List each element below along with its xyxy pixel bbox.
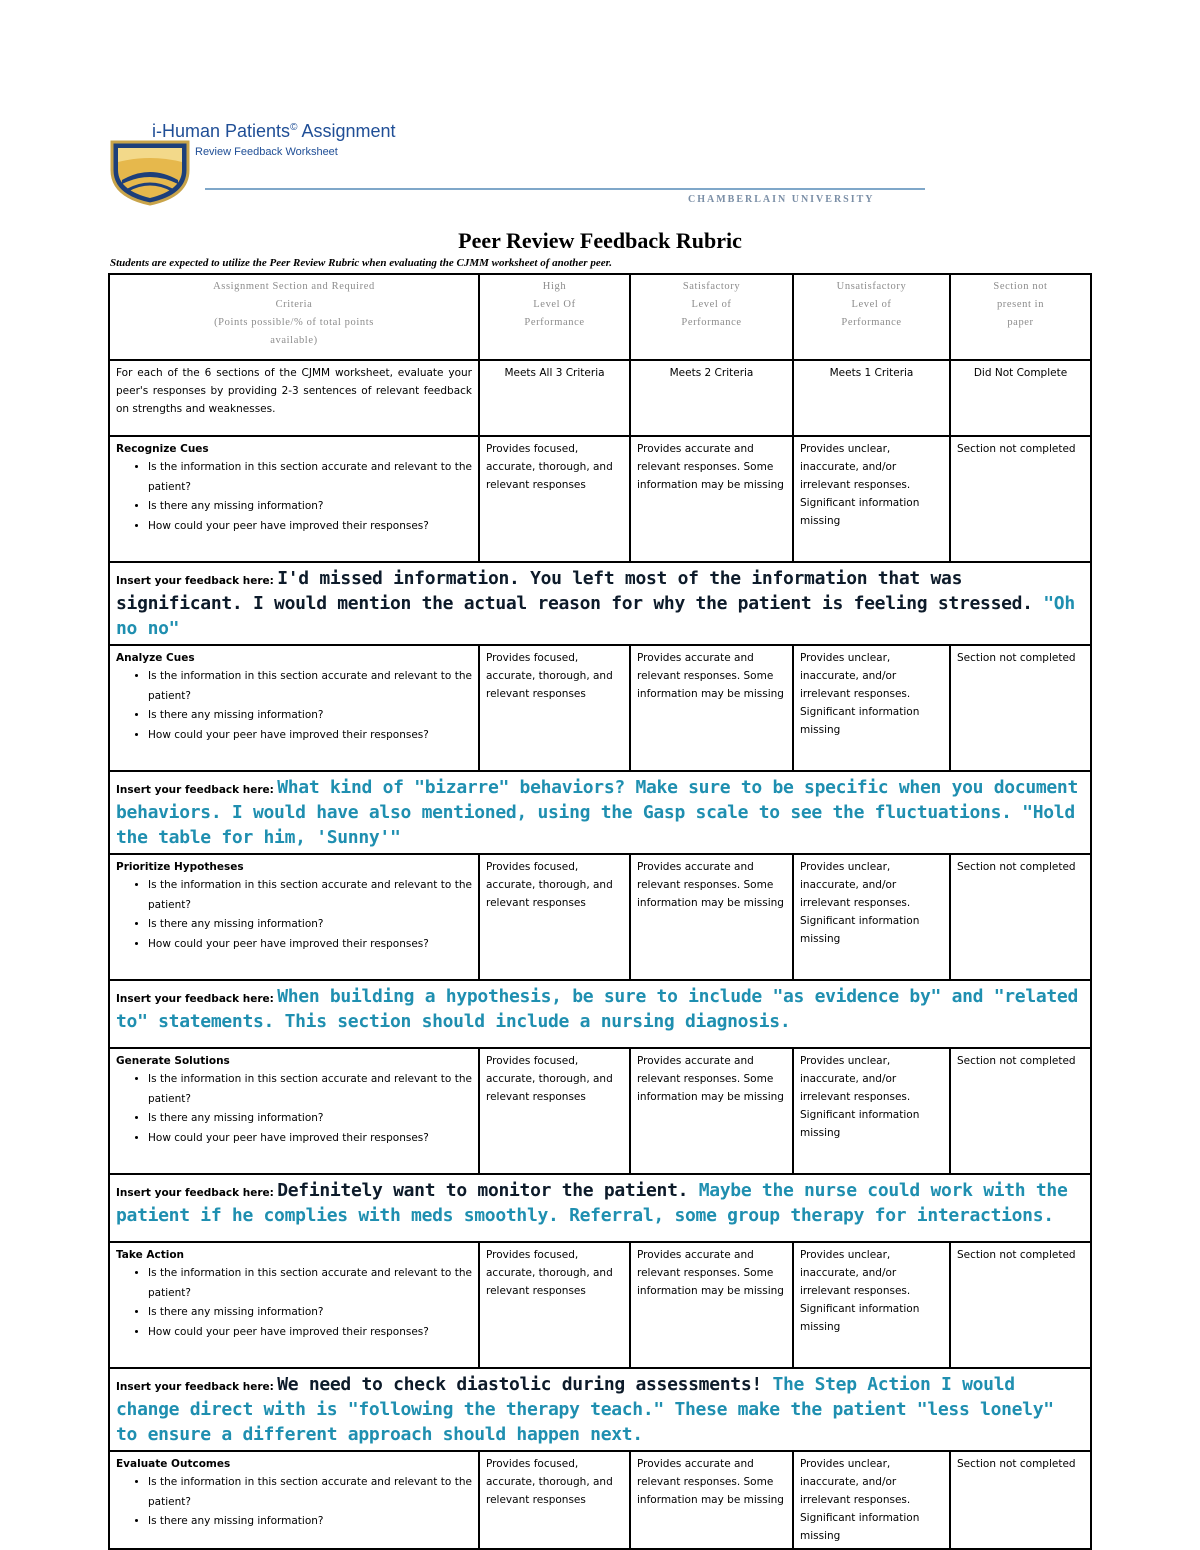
feedback-row xyxy=(109,771,1091,854)
feedback-cell[interactable] xyxy=(109,771,1091,854)
descriptor-high: Provides focused, accurate, thorough, and relevant responses xyxy=(479,436,630,562)
instruction-cell: For each of the 6 sections of the CJMM worksheet, evaluate your peer's responses by providing 2-3 sentences of relevant feedback on strengths and weaknesses. xyxy=(109,360,479,436)
descriptor-not-present: Section not completed xyxy=(950,436,1091,562)
descriptor-unsatisfactory: Provides unclear, inaccurate, and/or irrelevant responses. Significant information missing xyxy=(793,1242,950,1368)
section-cell xyxy=(109,1451,479,1549)
section-questions xyxy=(116,876,472,954)
descriptor-satisfactory: Provides accurate and relevant responses. Some information may be missing xyxy=(630,1048,793,1174)
descriptor-unsatisfactory: Provides unclear, inaccurate, and/or irrelevant responses. Significant information missing xyxy=(793,854,950,980)
section-questions xyxy=(116,1070,472,1148)
section-questions xyxy=(116,667,472,745)
table-header-row xyxy=(109,274,1091,360)
criteria-high: Meets All 3 Criteria xyxy=(479,360,630,436)
descriptor-high: Provides focused, accurate, thorough, and relevant responses xyxy=(479,645,630,771)
criteria-unsatisfactory: Meets 1 Criteria xyxy=(793,360,950,436)
section-title: Evaluate Outcomes xyxy=(116,1458,231,1470)
section-question: • How could your peer have improved their responses? xyxy=(148,935,472,955)
descriptor-satisfactory: Provides accurate and relevant responses. Some information may be missing xyxy=(630,436,793,562)
section-title: Analyze Cues xyxy=(116,652,195,664)
section-question: • Is there any missing information? xyxy=(148,706,472,726)
descriptor-satisfactory: Provides accurate and relevant responses. Some information may be missing xyxy=(630,645,793,771)
section-question: • Is there any missing information? xyxy=(148,1512,472,1532)
feedback-text-dark: I'd missed information. You left most of the information that was significant. I would mention the actual reason for why the patient is feeling stressed. xyxy=(116,568,1033,614)
descriptor-satisfactory: Provides accurate and relevant responses. Some information may be missing xyxy=(630,1451,793,1549)
section-title: Take Action xyxy=(116,1249,185,1261)
header-divider xyxy=(205,188,925,190)
section-title: Recognize Cues xyxy=(116,443,209,455)
feedback-row xyxy=(109,1368,1091,1451)
feedback-label: Insert your feedback here: xyxy=(116,784,274,796)
descriptor-unsatisfactory: Provides unclear, inaccurate, and/or irrelevant responses. Significant information missing xyxy=(793,645,950,771)
section-question: • Is there any missing information? xyxy=(148,915,472,935)
feedback-cell[interactable] xyxy=(109,562,1091,645)
section-cell xyxy=(109,645,479,771)
descriptor-unsatisfactory: Provides unclear, inaccurate, and/or irrelevant responses. Significant information missing xyxy=(793,436,950,562)
section-question: • Is the information in this section accurate and relevant to the patient? xyxy=(148,1264,472,1303)
column-header-high: High Level Of Performance xyxy=(479,274,630,360)
document-title: Peer Review Feedback Rubric xyxy=(458,228,742,253)
feedback-cell[interactable] xyxy=(109,980,1091,1048)
descriptor-satisfactory: Provides accurate and relevant responses. Some information may be missing xyxy=(630,1242,793,1368)
section-question: • How could your peer have improved their responses? xyxy=(148,726,472,746)
section-questions xyxy=(116,458,472,536)
section-cell xyxy=(109,436,479,562)
descriptor-not-present: Section not completed xyxy=(950,1048,1091,1174)
section-question: • How could your peer have improved their responses? xyxy=(148,517,472,537)
descriptor-not-present: Section not completed xyxy=(950,1451,1091,1549)
descriptor-unsatisfactory: Provides unclear, inaccurate, and/or irrelevant responses. Significant information missing xyxy=(793,1048,950,1174)
feedback-row xyxy=(109,1174,1091,1242)
section-cell xyxy=(109,1242,479,1368)
section-question: • Is the information in this section accurate and relevant to the patient? xyxy=(148,1473,472,1512)
section-row xyxy=(109,1048,1091,1174)
section-cell xyxy=(109,1048,479,1174)
section-row xyxy=(109,436,1091,562)
feedback-label: Insert your feedback here: xyxy=(116,1187,274,1199)
section-questions xyxy=(116,1264,472,1342)
section-question: • How could your peer have improved their responses? xyxy=(148,1129,472,1149)
descriptor-high: Provides focused, accurate, thorough, and relevant responses xyxy=(479,1048,630,1174)
section-question: • Is there any missing information? xyxy=(148,1109,472,1129)
section-row xyxy=(109,854,1091,980)
column-header-not-present: Section not present in paper xyxy=(950,274,1091,360)
descriptor-high: Provides focused, accurate, thorough, and relevant responses xyxy=(479,1242,630,1368)
university-name: CHAMBERLAIN UNIVERSITY xyxy=(688,194,875,205)
descriptor-high: Provides focused, accurate, thorough, and relevant responses xyxy=(479,1451,630,1549)
feedback-text-teal: When building a hypothesis, be sure to include "as evidence by" and "related to" statements. This section should include a nursing diagnosis. xyxy=(116,986,1079,1032)
section-question: • Is the information in this section accurate and relevant to the patient? xyxy=(148,876,472,915)
column-header-satisfactory: Satisfactory Level of Performance xyxy=(630,274,793,360)
chamberlain-shield-logo xyxy=(110,140,190,206)
section-title: Generate Solutions xyxy=(116,1055,230,1067)
section-row xyxy=(109,1242,1091,1368)
descriptor-satisfactory: Provides accurate and relevant responses. Some information may be missing xyxy=(630,854,793,980)
section-question: • Is the information in this section accurate and relevant to the patient? xyxy=(148,1070,472,1109)
descriptor-high: Provides focused, accurate, thorough, and relevant responses xyxy=(479,854,630,980)
feedback-label: Insert your feedback here: xyxy=(116,575,274,587)
criteria-satisfactory: Meets 2 Criteria xyxy=(630,360,793,436)
feedback-row xyxy=(109,980,1091,1048)
feedback-text-dark: We need to check diastolic during assessments! xyxy=(277,1374,762,1395)
feedback-text-teal: The Step Action I would change direct with is "following the therapy teach." These make the patient "less lonely" to ensure a different approach should happen next. xyxy=(116,1374,1054,1445)
descriptor-not-present: Section not completed xyxy=(950,1242,1091,1368)
descriptor-not-present: Section not completed xyxy=(950,645,1091,771)
feedback-label: Insert your feedback here: xyxy=(116,993,274,1005)
feedback-text-teal: What kind of "bizarre" behaviors? Make sure to be specific when you document behaviors. I would have also mentioned, using the Gasp scale to see the fluctuations. "Hold the table for him, 'Sunny'" xyxy=(116,777,1079,848)
section-cell xyxy=(109,854,479,980)
section-question: • Is the information in this section accurate and relevant to the patient? xyxy=(148,667,472,706)
section-row xyxy=(109,1451,1091,1549)
feedback-row xyxy=(109,562,1091,645)
criteria-row xyxy=(109,360,1091,436)
descriptor-not-present: Section not completed xyxy=(950,854,1091,980)
feedback-label: Insert your feedback here: xyxy=(116,1381,274,1393)
document-intro: Students are expected to utilize the Peer Review Rubric when evaluating the CJMM worksheet of another peer. xyxy=(110,257,613,269)
section-title: Prioritize Hypotheses xyxy=(116,861,244,873)
section-row xyxy=(109,645,1091,771)
feedback-text-teal: Maybe the nurse could work with the patient if he complies with meds smoothly. Referral, some group therapy for interactions. xyxy=(116,1180,1068,1226)
section-question: • Is there any missing information? xyxy=(148,497,472,517)
column-header-criteria: Assignment Section and Required Criteria (Points possible/% of total points available) xyxy=(109,274,479,360)
header-subtitle: Review Feedback Worksheet xyxy=(195,146,338,158)
section-questions xyxy=(116,1473,472,1532)
feedback-cell[interactable] xyxy=(109,1368,1091,1451)
column-header-unsatisfactory: Unsatisfactory Level of Performance xyxy=(793,274,950,360)
descriptor-unsatisfactory: Provides unclear, inaccurate, and/or irrelevant responses. Significant information missing xyxy=(793,1451,950,1549)
feedback-cell[interactable] xyxy=(109,1174,1091,1242)
peer-review-rubric-table xyxy=(108,273,1092,1550)
section-question: • Is the information in this section accurate and relevant to the patient? xyxy=(148,458,472,497)
section-question: • How could your peer have improved their responses? xyxy=(148,1323,472,1343)
feedback-text-teal: "Oh no no" xyxy=(116,593,1075,639)
criteria-not-present: Did Not Complete xyxy=(950,360,1091,436)
feedback-text-dark: Definitely want to monitor the patient. xyxy=(277,1180,689,1201)
header-title: i-Human Patients© Assignment xyxy=(152,121,396,141)
section-question: • Is there any missing information? xyxy=(148,1303,472,1323)
